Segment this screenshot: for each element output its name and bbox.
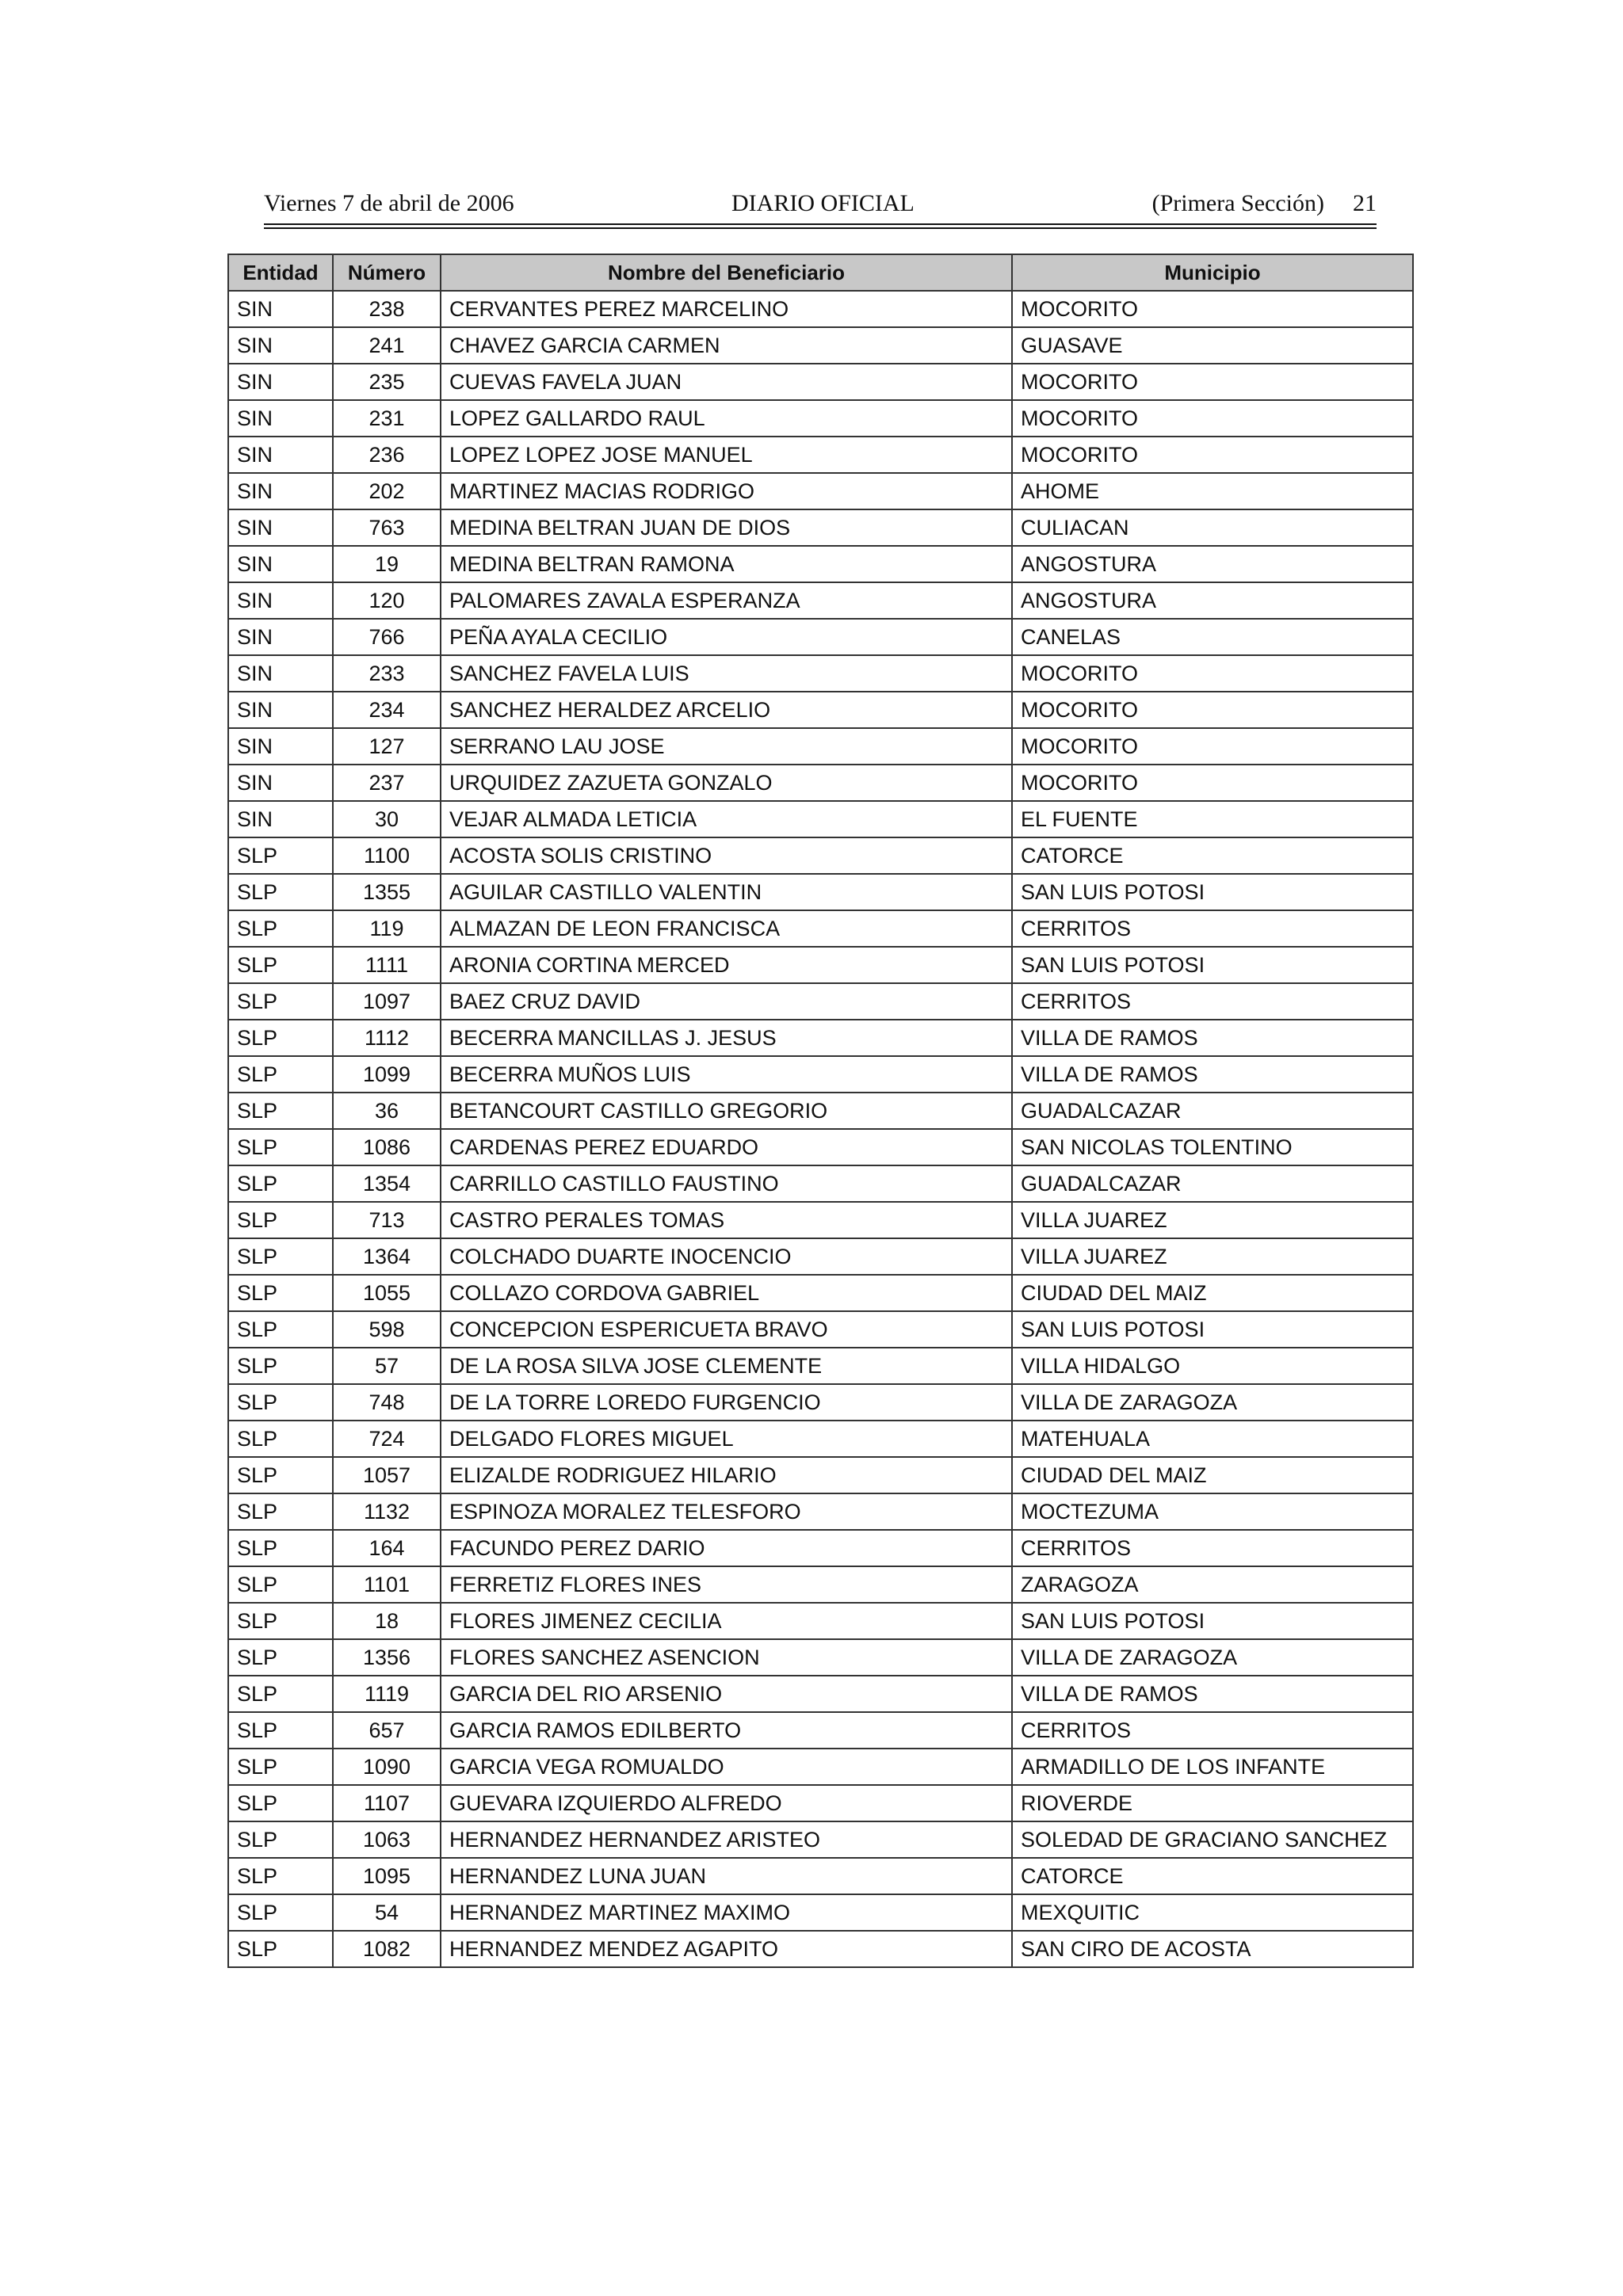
cell-municipio: CATORCE	[1012, 837, 1413, 874]
cell-entidad: SLP	[228, 1566, 333, 1603]
cell-numero: 1095	[333, 1858, 441, 1894]
table-row	[228, 619, 1413, 655]
cell-numero: 1132	[333, 1493, 441, 1530]
cell-municipio: CERRITOS	[1012, 1712, 1413, 1749]
cell-municipio: SAN LUIS POTOSI	[1012, 1603, 1413, 1639]
cell-numero: 57	[333, 1348, 441, 1384]
cell-numero: 657	[333, 1712, 441, 1749]
cell-municipio: MEXQUITIC	[1012, 1894, 1413, 1931]
header-rule-bottom	[264, 227, 1377, 229]
cell-municipio: CULIACAN	[1012, 509, 1413, 546]
cell-nombre: BECERRA MUÑOS LUIS	[441, 1056, 1012, 1093]
cell-numero: 237	[333, 765, 441, 801]
cell-nombre: CHAVEZ GARCIA CARMEN	[441, 327, 1012, 364]
column-header-entidad: Entidad	[228, 254, 333, 291]
cell-nombre: FLORES JIMENEZ CECILIA	[441, 1603, 1012, 1639]
table-row	[228, 473, 1413, 509]
cell-numero: 1107	[333, 1785, 441, 1821]
cell-nombre: HERNANDEZ MENDEZ AGAPITO	[441, 1931, 1012, 1967]
cell-numero: 598	[333, 1311, 441, 1348]
table-row	[228, 1384, 1413, 1421]
cell-entidad: SLP	[228, 947, 333, 983]
cell-entidad: SLP	[228, 1238, 333, 1275]
cell-nombre: GARCIA DEL RIO ARSENIO	[441, 1676, 1012, 1712]
cell-municipio: MOCTEZUMA	[1012, 1493, 1413, 1530]
cell-entidad: SLP	[228, 1093, 333, 1129]
cell-nombre: HERNANDEZ MARTINEZ MAXIMO	[441, 1894, 1012, 1931]
cell-entidad: SIN	[228, 619, 333, 655]
cell-nombre: SERRANO LAU JOSE	[441, 728, 1012, 765]
cell-entidad: SLP	[228, 1056, 333, 1093]
table-row	[228, 1894, 1413, 1931]
table-row	[228, 1749, 1413, 1785]
cell-municipio: CERRITOS	[1012, 1530, 1413, 1566]
cell-numero: 724	[333, 1421, 441, 1457]
cell-nombre: FLORES SANCHEZ ASENCION	[441, 1639, 1012, 1676]
cell-numero: 30	[333, 801, 441, 837]
cell-municipio: MOCORITO	[1012, 437, 1413, 473]
cell-numero: 1354	[333, 1165, 441, 1202]
cell-entidad: SIN	[228, 473, 333, 509]
cell-municipio: ANGOSTURA	[1012, 582, 1413, 619]
cell-municipio: ZARAGOZA	[1012, 1566, 1413, 1603]
cell-municipio: MOCORITO	[1012, 400, 1413, 437]
cell-entidad: SLP	[228, 1165, 333, 1202]
cell-nombre: AGUILAR CASTILLO VALENTIN	[441, 874, 1012, 910]
table-row	[228, 837, 1413, 874]
cell-numero: 713	[333, 1202, 441, 1238]
cell-numero: 1099	[333, 1056, 441, 1093]
cell-numero: 119	[333, 910, 441, 947]
table-row	[228, 364, 1413, 400]
table-row	[228, 801, 1413, 837]
cell-entidad: SLP	[228, 1020, 333, 1056]
cell-numero: 1356	[333, 1639, 441, 1676]
cell-municipio: CANELAS	[1012, 619, 1413, 655]
cell-nombre: DELGADO FLORES MIGUEL	[441, 1421, 1012, 1457]
cell-entidad: SIN	[228, 327, 333, 364]
table-row	[228, 765, 1413, 801]
cell-entidad: SLP	[228, 1384, 333, 1421]
table-row	[228, 291, 1413, 327]
table-row	[228, 1676, 1413, 1712]
cell-nombre: URQUIDEZ ZAZUETA GONZALO	[441, 765, 1012, 801]
table-row	[228, 1421, 1413, 1457]
cell-nombre: CUEVAS FAVELA JUAN	[441, 364, 1012, 400]
cell-municipio: GUADALCAZAR	[1012, 1165, 1413, 1202]
cell-nombre: COLCHADO DUARTE INOCENCIO	[441, 1238, 1012, 1275]
cell-nombre: MEDINA BELTRAN JUAN DE DIOS	[441, 509, 1012, 546]
cell-nombre: HERNANDEZ HERNANDEZ ARISTEO	[441, 1821, 1012, 1858]
cell-municipio: RIOVERDE	[1012, 1785, 1413, 1821]
table-row	[228, 1093, 1413, 1129]
cell-nombre: CARDENAS PEREZ EDUARDO	[441, 1129, 1012, 1165]
cell-entidad: SLP	[228, 1530, 333, 1566]
cell-municipio: SAN LUIS POTOSI	[1012, 1311, 1413, 1348]
cell-numero: 120	[333, 582, 441, 619]
cell-nombre: FACUNDO PEREZ DARIO	[441, 1530, 1012, 1566]
header-rule-top	[264, 223, 1377, 225]
cell-municipio: CIUDAD DEL MAIZ	[1012, 1457, 1413, 1493]
table-row	[228, 655, 1413, 692]
cell-numero: 18	[333, 1603, 441, 1639]
cell-numero: 127	[333, 728, 441, 765]
cell-nombre: FERRETIZ FLORES INES	[441, 1566, 1012, 1603]
cell-nombre: CONCEPCION ESPERICUETA BRAVO	[441, 1311, 1012, 1348]
column-header-nombre: Nombre del Beneficiario	[441, 254, 1012, 291]
cell-municipio: MATEHUALA	[1012, 1421, 1413, 1457]
cell-nombre: COLLAZO CORDOVA GABRIEL	[441, 1275, 1012, 1311]
cell-entidad: SLP	[228, 1712, 333, 1749]
cell-municipio: VILLA DE RAMOS	[1012, 1676, 1413, 1712]
cell-numero: 236	[333, 437, 441, 473]
cell-nombre: ELIZALDE RODRIGUEZ HILARIO	[441, 1457, 1012, 1493]
cell-entidad: SIN	[228, 582, 333, 619]
table-row	[228, 1238, 1413, 1275]
cell-entidad: SIN	[228, 765, 333, 801]
page-number: 21	[1353, 190, 1377, 216]
cell-numero: 1119	[333, 1676, 441, 1712]
cell-numero: 1101	[333, 1566, 441, 1603]
cell-numero: 1086	[333, 1129, 441, 1165]
table-row	[228, 400, 1413, 437]
cell-municipio: MOCORITO	[1012, 765, 1413, 801]
cell-nombre: PALOMARES ZAVALA ESPERANZA	[441, 582, 1012, 619]
cell-nombre: MEDINA BELTRAN RAMONA	[441, 546, 1012, 582]
cell-nombre: DE LA ROSA SILVA JOSE CLEMENTE	[441, 1348, 1012, 1384]
cell-municipio: MOCORITO	[1012, 692, 1413, 728]
cell-municipio: GUADALCAZAR	[1012, 1093, 1413, 1129]
cell-municipio: SAN LUIS POTOSI	[1012, 874, 1413, 910]
table-row	[228, 1202, 1413, 1238]
cell-municipio: MOCORITO	[1012, 291, 1413, 327]
cell-entidad: SIN	[228, 655, 333, 692]
cell-nombre: SANCHEZ HERALDEZ ARCELIO	[441, 692, 1012, 728]
cell-numero: 202	[333, 473, 441, 509]
header-date: Viernes 7 de abril de 2006	[264, 190, 514, 216]
table-row	[228, 1129, 1413, 1165]
table-header-row	[228, 254, 1413, 291]
table-row	[228, 1020, 1413, 1056]
cell-entidad: SLP	[228, 1785, 333, 1821]
cell-entidad: SLP	[228, 1311, 333, 1348]
cell-municipio: AHOME	[1012, 473, 1413, 509]
cell-numero: 238	[333, 291, 441, 327]
cell-entidad: SIN	[228, 728, 333, 765]
cell-municipio: VILLA JUAREZ	[1012, 1202, 1413, 1238]
table-row	[228, 1566, 1413, 1603]
cell-entidad: SLP	[228, 1858, 333, 1894]
cell-municipio: CERRITOS	[1012, 983, 1413, 1020]
cell-municipio: SAN NICOLAS TOLENTINO	[1012, 1129, 1413, 1165]
cell-municipio: CERRITOS	[1012, 910, 1413, 947]
table-row	[228, 1348, 1413, 1384]
table-row	[228, 1931, 1413, 1967]
cell-municipio: MOCORITO	[1012, 728, 1413, 765]
cell-nombre: CASTRO PERALES TOMAS	[441, 1202, 1012, 1238]
column-header-numero: Número	[333, 254, 441, 291]
cell-entidad: SIN	[228, 801, 333, 837]
cell-numero: 1090	[333, 1749, 441, 1785]
cell-numero: 763	[333, 509, 441, 546]
cell-nombre: LOPEZ GALLARDO RAUL	[441, 400, 1012, 437]
cell-nombre: ACOSTA SOLIS CRISTINO	[441, 837, 1012, 874]
cell-numero: 234	[333, 692, 441, 728]
table-header	[228, 254, 1413, 291]
table-row	[228, 1821, 1413, 1858]
cell-entidad: SLP	[228, 983, 333, 1020]
cell-municipio: VILLA DE RAMOS	[1012, 1020, 1413, 1056]
cell-numero: 1111	[333, 947, 441, 983]
cell-numero: 241	[333, 327, 441, 364]
table-row	[228, 1712, 1413, 1749]
cell-numero: 1355	[333, 874, 441, 910]
table-body	[228, 291, 1413, 1967]
cell-municipio: VILLA DE ZARAGOZA	[1012, 1384, 1413, 1421]
cell-entidad: SLP	[228, 1603, 333, 1639]
table-row	[228, 1530, 1413, 1566]
cell-entidad: SIN	[228, 546, 333, 582]
cell-numero: 1063	[333, 1821, 441, 1858]
cell-entidad: SLP	[228, 874, 333, 910]
cell-municipio: CATORCE	[1012, 1858, 1413, 1894]
table-row	[228, 983, 1413, 1020]
cell-municipio: CIUDAD DEL MAIZ	[1012, 1275, 1413, 1311]
table-row	[228, 1457, 1413, 1493]
table-row	[228, 582, 1413, 619]
table-row	[228, 1056, 1413, 1093]
cell-entidad: SIN	[228, 364, 333, 400]
cell-numero: 36	[333, 1093, 441, 1129]
table-row	[228, 327, 1413, 364]
cell-numero: 19	[333, 546, 441, 582]
table-row	[228, 546, 1413, 582]
cell-municipio: SAN CIRO DE ACOSTA	[1012, 1931, 1413, 1967]
cell-entidad: SLP	[228, 1749, 333, 1785]
header-section: (Primera Sección)	[1151, 190, 1324, 216]
cell-municipio: GUASAVE	[1012, 327, 1413, 364]
cell-numero: 1097	[333, 983, 441, 1020]
table-row	[228, 437, 1413, 473]
cell-entidad: SLP	[228, 1275, 333, 1311]
cell-entidad: SLP	[228, 1457, 333, 1493]
table-row	[228, 910, 1413, 947]
cell-nombre: ALMAZAN DE LEON FRANCISCA	[441, 910, 1012, 947]
cell-municipio: ARMADILLO DE LOS INFANTE	[1012, 1749, 1413, 1785]
cell-entidad: SLP	[228, 1129, 333, 1165]
cell-nombre: ESPINOZA MORALEZ TELESFORO	[441, 1493, 1012, 1530]
header-section-block	[1152, 190, 1377, 217]
table-row	[228, 1639, 1413, 1676]
cell-entidad: SLP	[228, 837, 333, 874]
cell-entidad: SIN	[228, 400, 333, 437]
page-header	[264, 190, 1377, 225]
cell-numero: 1364	[333, 1238, 441, 1275]
cell-municipio: EL FUENTE	[1012, 801, 1413, 837]
table-row	[228, 692, 1413, 728]
cell-municipio: VILLA HIDALGO	[1012, 1348, 1413, 1384]
table-row	[228, 1493, 1413, 1530]
cell-municipio: VILLA DE ZARAGOZA	[1012, 1639, 1413, 1676]
cell-entidad: SIN	[228, 509, 333, 546]
header-publication: DIARIO OFICIAL	[731, 190, 915, 216]
table-row	[228, 1603, 1413, 1639]
cell-nombre: HERNANDEZ LUNA JUAN	[441, 1858, 1012, 1894]
cell-entidad: SIN	[228, 437, 333, 473]
cell-numero: 54	[333, 1894, 441, 1931]
cell-entidad: SLP	[228, 1421, 333, 1457]
cell-nombre: MARTINEZ MACIAS RODRIGO	[441, 473, 1012, 509]
cell-nombre: DE LA TORRE LOREDO FURGENCIO	[441, 1384, 1012, 1421]
cell-numero: 1100	[333, 837, 441, 874]
cell-entidad: SLP	[228, 1821, 333, 1858]
cell-numero: 1112	[333, 1020, 441, 1056]
cell-entidad: SLP	[228, 1493, 333, 1530]
table-row	[228, 728, 1413, 765]
cell-entidad: SLP	[228, 910, 333, 947]
cell-nombre: SANCHEZ FAVELA LUIS	[441, 655, 1012, 692]
cell-numero: 1055	[333, 1275, 441, 1311]
column-header-municipio: Municipio	[1012, 254, 1413, 291]
cell-entidad: SLP	[228, 1931, 333, 1967]
table-row	[228, 1165, 1413, 1202]
table-row	[228, 1858, 1413, 1894]
cell-nombre: ARONIA CORTINA MERCED	[441, 947, 1012, 983]
cell-entidad: SIN	[228, 692, 333, 728]
cell-municipio: MOCORITO	[1012, 364, 1413, 400]
beneficiaries-table	[227, 254, 1414, 1968]
cell-numero: 748	[333, 1384, 441, 1421]
cell-entidad: SLP	[228, 1348, 333, 1384]
table-row	[228, 1785, 1413, 1821]
cell-entidad: SLP	[228, 1676, 333, 1712]
table-row	[228, 1275, 1413, 1311]
table-row	[228, 509, 1413, 546]
table-row	[228, 947, 1413, 983]
cell-municipio: MOCORITO	[1012, 655, 1413, 692]
cell-municipio: ANGOSTURA	[1012, 546, 1413, 582]
table-row	[228, 874, 1413, 910]
cell-entidad: SLP	[228, 1639, 333, 1676]
cell-numero: 766	[333, 619, 441, 655]
cell-nombre: BECERRA MANCILLAS J. JESUS	[441, 1020, 1012, 1056]
cell-municipio: VILLA JUAREZ	[1012, 1238, 1413, 1275]
cell-numero: 1082	[333, 1931, 441, 1967]
cell-numero: 233	[333, 655, 441, 692]
cell-entidad: SLP	[228, 1894, 333, 1931]
cell-nombre: PEÑA AYALA CECILIO	[441, 619, 1012, 655]
cell-nombre: LOPEZ LOPEZ JOSE MANUEL	[441, 437, 1012, 473]
cell-numero: 235	[333, 364, 441, 400]
cell-municipio: SAN LUIS POTOSI	[1012, 947, 1413, 983]
cell-numero: 1057	[333, 1457, 441, 1493]
cell-nombre: BAEZ CRUZ DAVID	[441, 983, 1012, 1020]
cell-nombre: CERVANTES PEREZ MARCELINO	[441, 291, 1012, 327]
cell-nombre: BETANCOURT CASTILLO GREGORIO	[441, 1093, 1012, 1129]
cell-nombre: GARCIA RAMOS EDILBERTO	[441, 1712, 1012, 1749]
cell-nombre: VEJAR ALMADA LETICIA	[441, 801, 1012, 837]
cell-municipio: SOLEDAD DE GRACIANO SANCHEZ	[1012, 1821, 1413, 1858]
table-row	[228, 1311, 1413, 1348]
cell-numero: 164	[333, 1530, 441, 1566]
cell-entidad: SLP	[228, 1202, 333, 1238]
cell-nombre: GARCIA VEGA ROMUALDO	[441, 1749, 1012, 1785]
cell-numero: 231	[333, 400, 441, 437]
cell-municipio: VILLA DE RAMOS	[1012, 1056, 1413, 1093]
cell-nombre: GUEVARA IZQUIERDO ALFREDO	[441, 1785, 1012, 1821]
cell-nombre: CARRILLO CASTILLO FAUSTINO	[441, 1165, 1012, 1202]
cell-entidad: SIN	[228, 291, 333, 327]
